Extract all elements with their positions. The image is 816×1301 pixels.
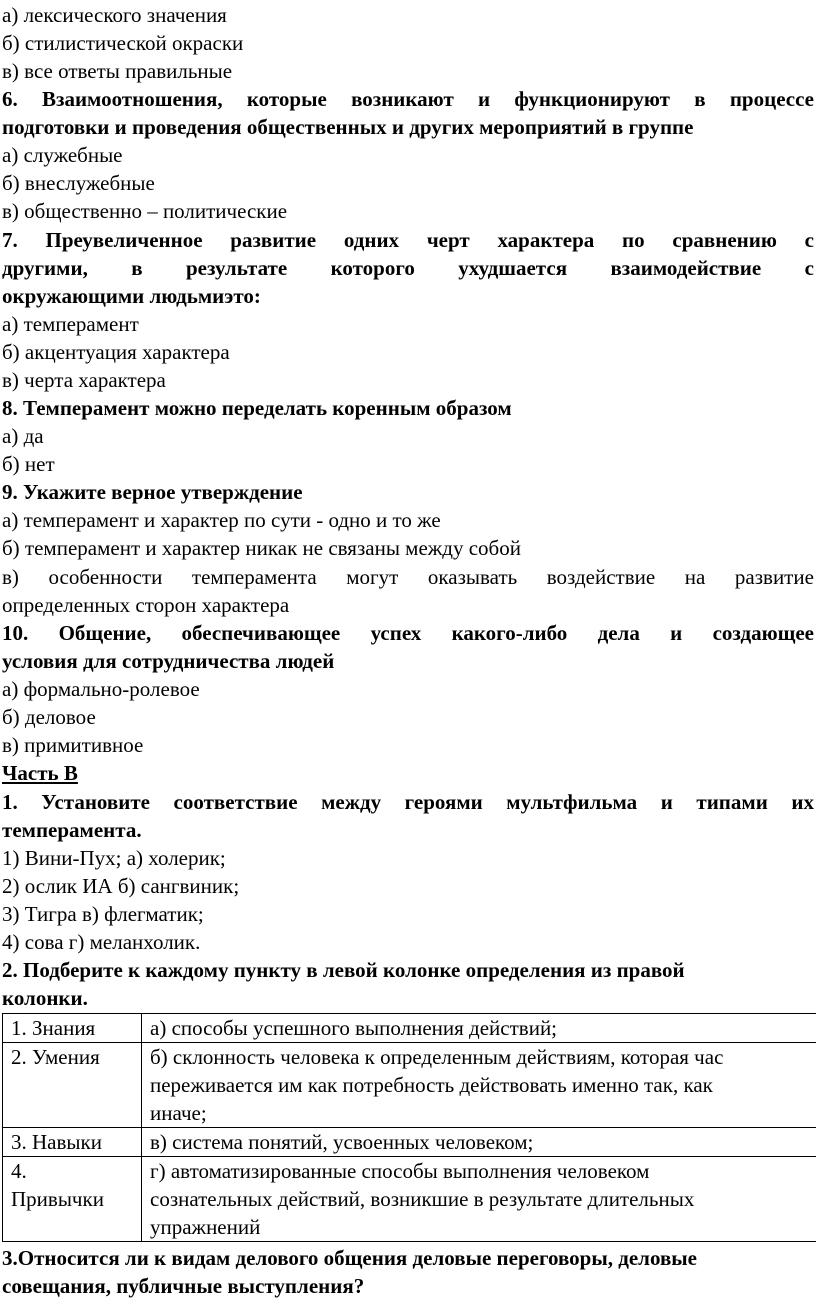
- question-9: 9. Укажите верное утверждение: [2, 480, 303, 504]
- word: взаимодействие: [610, 256, 762, 280]
- match-line: 2) ослик ИА б) сангвиник;: [2, 874, 240, 898]
- question-8: 8. Темперамент можно переделать коренным образом: [2, 396, 512, 420]
- term-cell: [3, 1128, 142, 1157]
- word: 1.: [2, 790, 18, 814]
- answer-line: [2, 563, 814, 591]
- word: соответствие: [173, 790, 298, 814]
- question-7-line-3: окружающими людьмиэто:: [2, 284, 261, 308]
- answer-line: а) формально-ролевое: [2, 677, 200, 701]
- word: одних: [343, 228, 400, 252]
- question-7-line-2: [2, 254, 814, 282]
- word: другими,: [2, 256, 88, 280]
- word: темперамента: [191, 565, 317, 589]
- word: Преувеличенное: [45, 228, 203, 252]
- answer-line: в) примитивное: [2, 733, 144, 757]
- word: успех: [370, 621, 422, 645]
- word: в: [131, 256, 143, 280]
- word: с: [804, 256, 814, 280]
- word: оказывать: [427, 565, 518, 589]
- definition-cell: [142, 1014, 816, 1043]
- word: Установите: [41, 790, 150, 814]
- match-line: 4) сова г) меланхолик.: [2, 930, 201, 954]
- answer-line: б) акцентуация характера: [2, 340, 230, 364]
- word: черт: [426, 228, 470, 252]
- definition-cell: [142, 1043, 816, 1128]
- word: возникают: [351, 87, 454, 111]
- word: функционируют: [514, 87, 670, 111]
- word: 6.: [2, 87, 18, 111]
- word: и: [478, 87, 491, 111]
- table-row: [3, 1014, 816, 1043]
- table-row: [3, 1128, 816, 1157]
- word: Взаимоотношения,: [42, 87, 223, 111]
- word: развитие: [734, 565, 814, 589]
- cell-line: 2. Умения: [11, 1045, 100, 1069]
- question-6-line-1: [2, 85, 814, 113]
- word: в): [2, 565, 19, 589]
- word: их: [791, 790, 814, 814]
- term-cell: [3, 1043, 142, 1128]
- task-b1-line-1: [2, 788, 814, 816]
- answer-line: б) нет: [2, 452, 55, 476]
- cell-line: Привычки: [11, 1187, 104, 1211]
- word: и: [670, 621, 683, 645]
- task-b1-line-2: темперамента.: [2, 818, 142, 842]
- word: обеспечивающее: [181, 621, 341, 645]
- cell-line: иначе;: [150, 1101, 207, 1125]
- section-heading: Часть В: [2, 761, 78, 785]
- word: какого-либо: [451, 621, 568, 645]
- answer-line: а) служебные: [2, 143, 123, 167]
- task-b2-line-1: 2. Подберите к каждому пункту в левой колонке определения из правой: [2, 958, 685, 982]
- word: по: [622, 228, 645, 252]
- question-6-line-2: подготовки и проведения общественных и других мероприятий в группе: [2, 115, 694, 139]
- word: ухудшается: [458, 256, 568, 280]
- word: которого: [330, 256, 415, 280]
- word: характера: [497, 228, 595, 252]
- word: развитие: [230, 228, 317, 252]
- task-b3-line-2: совещания, публичные выступления?: [2, 1274, 365, 1298]
- answer-line: б) темперамент и характер никак не связаны между собой: [2, 536, 521, 560]
- cell-line: в) система понятий, усвоенных человеком;: [150, 1130, 534, 1154]
- answer-line: б) деловое: [2, 705, 96, 729]
- table-row: [3, 1043, 816, 1128]
- cell-line: а) способы успешного выполнения действий;: [150, 1016, 558, 1040]
- cell-line: 1. Знания: [11, 1016, 96, 1040]
- answer-line: а) да: [2, 424, 44, 448]
- word: могут: [346, 565, 399, 589]
- question-10-line-1: [2, 619, 814, 647]
- table-row: [3, 1157, 816, 1242]
- word: и: [660, 790, 673, 814]
- word: воздействие: [546, 565, 656, 589]
- definition-cell: [142, 1128, 816, 1157]
- answer-line: а) темперамент и характер по сути - одно и то же: [2, 508, 441, 532]
- word: мультфильма: [506, 790, 638, 814]
- word: дела: [597, 621, 640, 645]
- word: Общение,: [58, 621, 152, 645]
- task-b2-line-2: колонки.: [2, 986, 88, 1010]
- answer-line: а) темперамент: [2, 312, 139, 336]
- word: между: [321, 790, 382, 814]
- question-7-line-1: [2, 226, 814, 254]
- definitions-table: [2, 1013, 816, 1242]
- match-line: 1) Вини-Пух; а) холерик;: [2, 846, 226, 870]
- task-b3-line-1: 3.Относится ли к видам делового общения деловые переговоры, деловые: [2, 1246, 697, 1270]
- answer-line: в) общественно – политические: [2, 199, 288, 223]
- question-10-line-2: условия для сотрудничества людей: [2, 649, 335, 673]
- cell-line: переживается им как потребность действовать именно так, как: [150, 1073, 713, 1097]
- word: в: [694, 87, 706, 111]
- word: особенности: [48, 565, 163, 589]
- answer-line: б) внеслужебные: [2, 171, 155, 195]
- word: героями: [404, 790, 483, 814]
- word: 10.: [2, 621, 29, 645]
- cell-line: г) автоматизированные способы выполнения человеком: [150, 1159, 650, 1183]
- definition-cell: [142, 1157, 816, 1242]
- term-cell: [3, 1157, 142, 1242]
- word: процессе: [729, 87, 814, 111]
- cell-line: упражнений: [150, 1215, 261, 1239]
- word: 7.: [2, 228, 18, 252]
- word: на: [684, 565, 706, 589]
- word: с: [804, 228, 814, 252]
- word: результате: [185, 256, 288, 280]
- word: создающее: [712, 621, 814, 645]
- cell-line: 3. Навыки: [11, 1130, 102, 1154]
- word: которые: [246, 87, 327, 111]
- word: типами: [696, 790, 768, 814]
- cell-line: б) склонность человека к определенным действиям, которая час: [150, 1045, 724, 1069]
- match-line: 3) Тигра в) флегматик;: [2, 902, 204, 926]
- cell-line: 4.: [11, 1159, 27, 1183]
- answer-line: а) лексического значения: [2, 3, 227, 27]
- answer-line: в) все ответы правильные: [2, 59, 233, 83]
- answer-line: б) стилистической окраски: [2, 31, 244, 55]
- cell-line: сознательных действий, возникшие в результате длительных: [150, 1187, 695, 1211]
- answer-line: определенных сторон характера: [2, 593, 290, 617]
- word: сравнению: [672, 228, 777, 252]
- term-cell: [3, 1014, 142, 1043]
- answer-line: в) черта характера: [2, 368, 166, 392]
